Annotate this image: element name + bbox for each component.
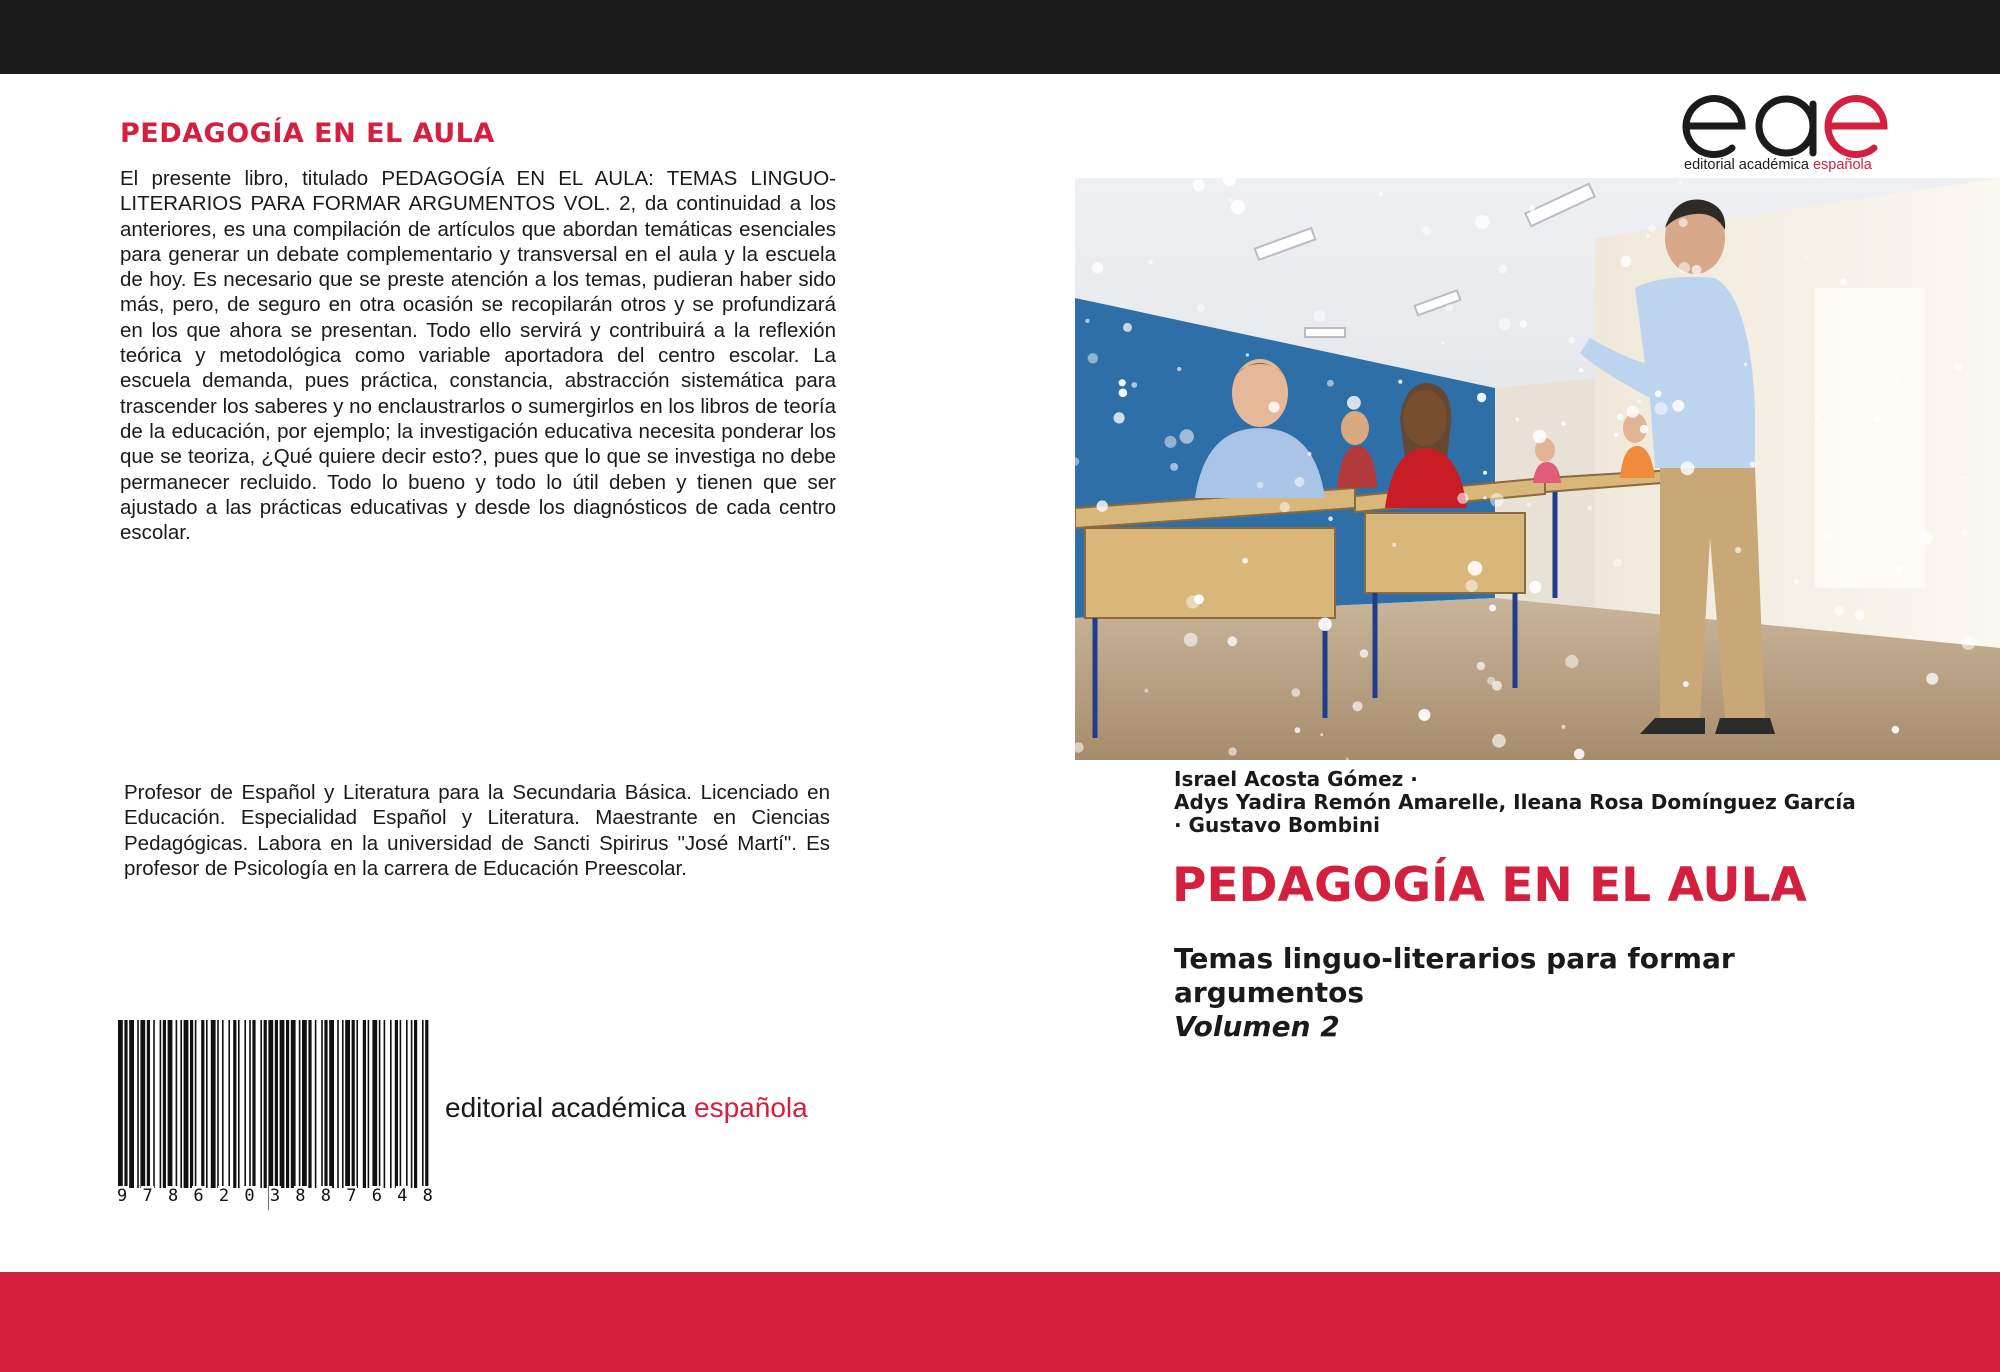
- bokeh-dot: [1794, 579, 1799, 584]
- bokeh-dot: [1855, 610, 1865, 620]
- barcode-bar: [238, 1020, 240, 1188]
- bokeh-dot: [1392, 543, 1396, 547]
- barcode-digits: [116, 1186, 434, 1212]
- bokeh-dot: [1529, 205, 1535, 211]
- bokeh-dot: [1119, 389, 1128, 398]
- barcode-digit: 8: [422, 1186, 434, 1212]
- bokeh-dot: [1418, 709, 1430, 721]
- logo-caption: [1684, 157, 1872, 173]
- barcode-bar: [400, 1020, 402, 1188]
- publisher-name-accent: española: [694, 1092, 808, 1123]
- bokeh-dot: [1292, 688, 1301, 697]
- bokeh-dot: [1257, 482, 1264, 489]
- bokeh-dot: [1360, 649, 1369, 658]
- bokeh-dot: [1655, 390, 1662, 397]
- front-authors: [1174, 768, 1954, 837]
- barcode-bar: [275, 1020, 278, 1210]
- barcode-bar: [168, 1020, 173, 1188]
- barcode-bar: [233, 1020, 236, 1188]
- bokeh-dot: [1894, 376, 1900, 382]
- bokeh-dot: [1193, 179, 1205, 191]
- bokeh-dot: [1097, 500, 1108, 511]
- bokeh-dot: [1839, 278, 1846, 285]
- bokeh-dot: [1499, 318, 1511, 330]
- barcode-bar: [425, 1020, 428, 1210]
- bokeh-dot: [1295, 727, 1301, 733]
- bokeh-dot: [1516, 418, 1519, 421]
- bokeh-dot: [1499, 265, 1508, 274]
- bokeh-dot: [1640, 425, 1649, 434]
- bokeh-dot: [1318, 618, 1331, 631]
- barcode-bar: [206, 1020, 208, 1188]
- barcode-bar: [264, 1020, 267, 1188]
- bokeh-dot: [1228, 747, 1236, 755]
- bokeh-dot: [1895, 566, 1902, 573]
- bokeh-dot: [1347, 396, 1361, 410]
- bokeh-dot: [1227, 636, 1237, 646]
- barcode-bar: [118, 1020, 123, 1210]
- bokeh-dot: [1320, 733, 1323, 736]
- author-line-1: Israel Acosta Gómez ·: [1174, 767, 1418, 791]
- bokeh-dot: [1679, 262, 1690, 273]
- bokeh-dot: [1327, 380, 1334, 387]
- bokeh-dot: [1313, 310, 1325, 322]
- back-cover-title: PEDAGOGÍA EN EL AULA: [120, 118, 495, 149]
- bokeh-dot: [1615, 433, 1619, 437]
- classroom-photo: [1075, 178, 2000, 760]
- bokeh-dot: [1483, 471, 1487, 475]
- barcode-bar: [390, 1020, 392, 1188]
- barcode-bar: [291, 1020, 296, 1188]
- bokeh-dot: [1144, 689, 1148, 693]
- barcode: [118, 1020, 430, 1210]
- barcode-bar: [137, 1020, 139, 1188]
- barcode-bar: [363, 1020, 366, 1188]
- barcode-bar: [368, 1020, 370, 1188]
- barcode-bar: [222, 1020, 224, 1188]
- barcode-bar: [268, 1020, 273, 1210]
- bokeh-dot: [1568, 337, 1575, 344]
- barcode-digit: 8: [320, 1186, 332, 1212]
- bokeh-dot: [1561, 421, 1565, 425]
- bokeh-dot: [1477, 393, 1486, 402]
- publisher-name-main: editorial académica: [445, 1092, 695, 1123]
- barcode-bar: [153, 1020, 155, 1188]
- front-cover-subtitle: [1174, 942, 1814, 1044]
- bokeh-dot: [1246, 353, 1249, 356]
- barcode-bar: [337, 1020, 339, 1188]
- bokeh-dot: [1683, 681, 1689, 687]
- logo-caption-main: editorial académica: [1684, 157, 1813, 173]
- barcode-digit: 0: [243, 1186, 255, 1212]
- bokeh-dot: [1637, 400, 1641, 404]
- barcode-bar: [302, 1020, 307, 1188]
- barcode-digit: 6: [371, 1186, 383, 1212]
- barcode-bar: [217, 1020, 219, 1188]
- barcode-bar: [201, 1020, 204, 1188]
- barcode-bar: [345, 1020, 350, 1188]
- barcode-bar: [422, 1020, 424, 1210]
- barcode-bar: [184, 1020, 189, 1188]
- bokeh-dot: [1475, 215, 1490, 230]
- bokeh-dot: [1487, 677, 1495, 685]
- bokeh-dot: [1131, 382, 1137, 388]
- barcode-digit: 6: [192, 1186, 204, 1212]
- bokeh-dot: [1834, 606, 1843, 615]
- bokeh-dot: [1088, 353, 1098, 363]
- bokeh-dot: [1692, 265, 1702, 275]
- barcode-bar: [211, 1020, 216, 1188]
- barcode-bar: [163, 1020, 166, 1188]
- bokeh-dot: [1679, 181, 1682, 184]
- bokeh-dot: [1526, 502, 1530, 506]
- barcode-bar: [342, 1020, 344, 1188]
- barcode-bar: [249, 1020, 251, 1188]
- barcode-bar: [124, 1020, 127, 1210]
- barcode-bar: [411, 1020, 413, 1188]
- barcode-bar: [228, 1020, 230, 1188]
- barcode-bar: [286, 1020, 289, 1188]
- bokeh-dot: [1085, 319, 1089, 323]
- bokeh-dot: [1533, 430, 1547, 444]
- bokeh-dot: [1446, 304, 1454, 312]
- bokeh-dot: [1585, 189, 1592, 196]
- bokeh-dot: [1114, 412, 1125, 423]
- bokeh-dot: [1165, 436, 1177, 448]
- bokeh-dot: [1892, 726, 1900, 734]
- barcode-digit: 9: [116, 1186, 128, 1212]
- author-line-2: Adys Yadira Remón Amarelle, Ileana Rosa Domínguez García: [1174, 790, 1856, 814]
- barcode-digit: 8: [294, 1186, 306, 1212]
- barcode-digit: 8: [167, 1186, 179, 1212]
- barcode-bar: [280, 1020, 285, 1188]
- bokeh-dot: [1574, 749, 1585, 760]
- bokeh-dot: [1804, 255, 1809, 260]
- bokeh-dot: [1268, 402, 1279, 413]
- bokeh-dot: [1379, 192, 1383, 196]
- barcode-bar: [395, 1020, 398, 1188]
- barcode-bar: [260, 1020, 262, 1188]
- bokeh-dot: [1194, 594, 1204, 604]
- barcode-bar: [352, 1020, 355, 1188]
- bokeh-dot: [1926, 673, 1938, 685]
- bokeh-dot: [1588, 506, 1592, 510]
- barcode-digit: 4: [396, 1186, 408, 1212]
- bokeh-dot: [1562, 725, 1566, 729]
- barcode-bar: [406, 1020, 408, 1188]
- barcode-bar: [140, 1020, 145, 1188]
- bokeh-dot: [1961, 636, 1975, 650]
- bokeh-dot: [1468, 561, 1483, 576]
- bokeh-dot: [1824, 531, 1833, 540]
- bokeh-dot: [1457, 493, 1468, 504]
- bokeh-dot: [1177, 367, 1181, 371]
- bokeh-dot: [1520, 320, 1528, 328]
- bokeh-dot: [1170, 463, 1178, 471]
- barcode-bar: [414, 1020, 417, 1188]
- bokeh-dot: [1119, 379, 1126, 386]
- bokeh-dot: [1477, 662, 1485, 670]
- barcode-bar: [180, 1020, 182, 1188]
- barcode-bar: [190, 1020, 193, 1188]
- bokeh-dot: [1579, 368, 1584, 373]
- barcode-bar: [195, 1020, 197, 1188]
- barcode-digit: 7: [141, 1186, 153, 1212]
- bokeh-dot: [1613, 558, 1622, 567]
- front-cover-title: PEDAGOGÍA EN EL AULA: [1172, 858, 1807, 913]
- bokeh-dot: [1961, 529, 1968, 536]
- barcode-bar: [329, 1020, 334, 1188]
- barcode-digit: 3: [269, 1186, 281, 1212]
- barcode-bar: [379, 1020, 381, 1188]
- bokeh-dot: [1681, 461, 1695, 475]
- bokeh-dot: [1679, 218, 1688, 227]
- bokeh-dot: [1466, 580, 1478, 592]
- barcode-digit: 7: [345, 1186, 357, 1212]
- volume-label: Volumen 2: [1174, 1010, 1340, 1043]
- bokeh-dot: [1352, 701, 1362, 711]
- top-dark-band: [0, 0, 2000, 74]
- bokeh-dot: [1328, 516, 1333, 521]
- subtitle-text: Temas linguo-literarios para formar argumentos: [1174, 942, 1735, 1009]
- bokeh-dot: [1620, 256, 1631, 267]
- barcode-digit: 2: [218, 1186, 230, 1212]
- barcode-bar: [244, 1020, 246, 1188]
- bokeh-dot: [1295, 477, 1305, 487]
- bokeh-dot: [1092, 262, 1103, 273]
- barcode-bar: [308, 1020, 311, 1188]
- bokeh-dot: [1148, 259, 1153, 264]
- bokeh-dot: [1900, 507, 1904, 511]
- barcode-bar: [129, 1020, 134, 1188]
- bokeh-dot: [1874, 415, 1882, 423]
- bokeh-dot: [1815, 416, 1819, 420]
- bokeh-dot: [1307, 452, 1311, 456]
- bokeh-dot: [1655, 402, 1668, 415]
- author-bio: Profesor de Español y Literatura para la Secundaria Básica. Licenciado en Educación. Especialidad Español y Literatura. Maestrante en Ciencias Pedagógicas. Labora en la universidad de Sancti Spirirus "José Martí". Es profesor de Psicología en la carrera de Educación Preescolar.: [124, 781, 830, 880]
- barcode-bar: [315, 1020, 317, 1188]
- bokeh-dot: [1123, 323, 1132, 332]
- bokeh-dot: [1646, 234, 1650, 238]
- barcode-bar: [160, 1020, 162, 1188]
- barcode-bar: [324, 1020, 327, 1188]
- bokeh-dot: [1197, 304, 1205, 312]
- bokeh-dot: [1744, 363, 1747, 366]
- back-cover-blurb: El presente libro, titulado PEDAGOGÍA EN EL AULA: TEMAS LINGUO-LITERARIOS PARA FORMAR ARGUMENTOS VOL. 2, da continuidad a los anteriores, es una compilación de artículos que abordan temáticas esenciales para generar un debate complementario y transversal en el aula y la escuela de hoy. Es necesario que se preste atención a los temas, pudieran haber sido más, pero, de seguro en otra ocasión se recopilarán otros y se profundizará en los que ahora se presentan. Todo ello servirá y contribuirá a la reflexión teórica y metodológica como variable aportadora del centro escolar. La escuela demanda, pues práctica, constancia, abstracción sistemática para trascender los saberes y no enclaustrarlos o sumergirlos en los libros de teoría de la educación, por ejemplo; la investigación educativa necesita ponderar los que se teoriza, ¿Qué quiere decir esto?, pues que lo que se investiga no debe permanecer recluido. Todo lo bueno y todo lo útil deben y tienen que ser ajustado a las prácticas educativas y desde los diagnósticos de cada centro escolar.: [120, 167, 836, 545]
- bokeh-dot: [1489, 605, 1496, 612]
- bokeh-dot: [1648, 224, 1656, 232]
- bokeh-dot: [1529, 581, 1541, 593]
- bokeh-dot: [1242, 558, 1248, 564]
- bokeh-dot: [1565, 655, 1578, 668]
- publisher-name: [445, 1092, 808, 1124]
- bokeh-dot: [1954, 363, 1962, 371]
- bokeh-dot: [1961, 476, 1964, 479]
- bokeh-dot: [1672, 400, 1684, 412]
- barcode-bar: [384, 1020, 386, 1188]
- barcode-bar: [176, 1020, 178, 1188]
- bokeh-dot: [1617, 414, 1623, 420]
- barcode-bar: [372, 1020, 377, 1188]
- bokeh-dot: [1180, 429, 1194, 443]
- bottom-red-band: [0, 1272, 2000, 1372]
- bokeh-dot: [1280, 502, 1290, 512]
- bokeh-dot: [1422, 226, 1431, 235]
- barcode-bar: [321, 1020, 323, 1188]
- barcode-bar: [356, 1020, 358, 1188]
- author-line-3: · Gustavo Bombini: [1174, 813, 1381, 837]
- barcode-bar: [147, 1020, 150, 1188]
- bokeh-dot: [1483, 496, 1486, 499]
- bokeh-dot: [1229, 198, 1233, 202]
- barcode-bar: [299, 1020, 301, 1188]
- bokeh-dot: [1490, 493, 1504, 507]
- bokeh-dot: [1441, 342, 1444, 345]
- bokeh-dot: [1398, 380, 1402, 384]
- bokeh-dot: [1184, 633, 1198, 647]
- logo-caption-accent: española: [1812, 157, 1872, 173]
- bokeh-dot: [1750, 462, 1756, 468]
- bokeh-dot: [1920, 532, 1932, 544]
- bokeh-dot: [1735, 547, 1741, 553]
- bokeh-dot: [1492, 734, 1506, 748]
- barcode-bar: [252, 1020, 255, 1188]
- bokeh-dot: [1231, 200, 1245, 214]
- bokeh-dot: [1627, 406, 1639, 418]
